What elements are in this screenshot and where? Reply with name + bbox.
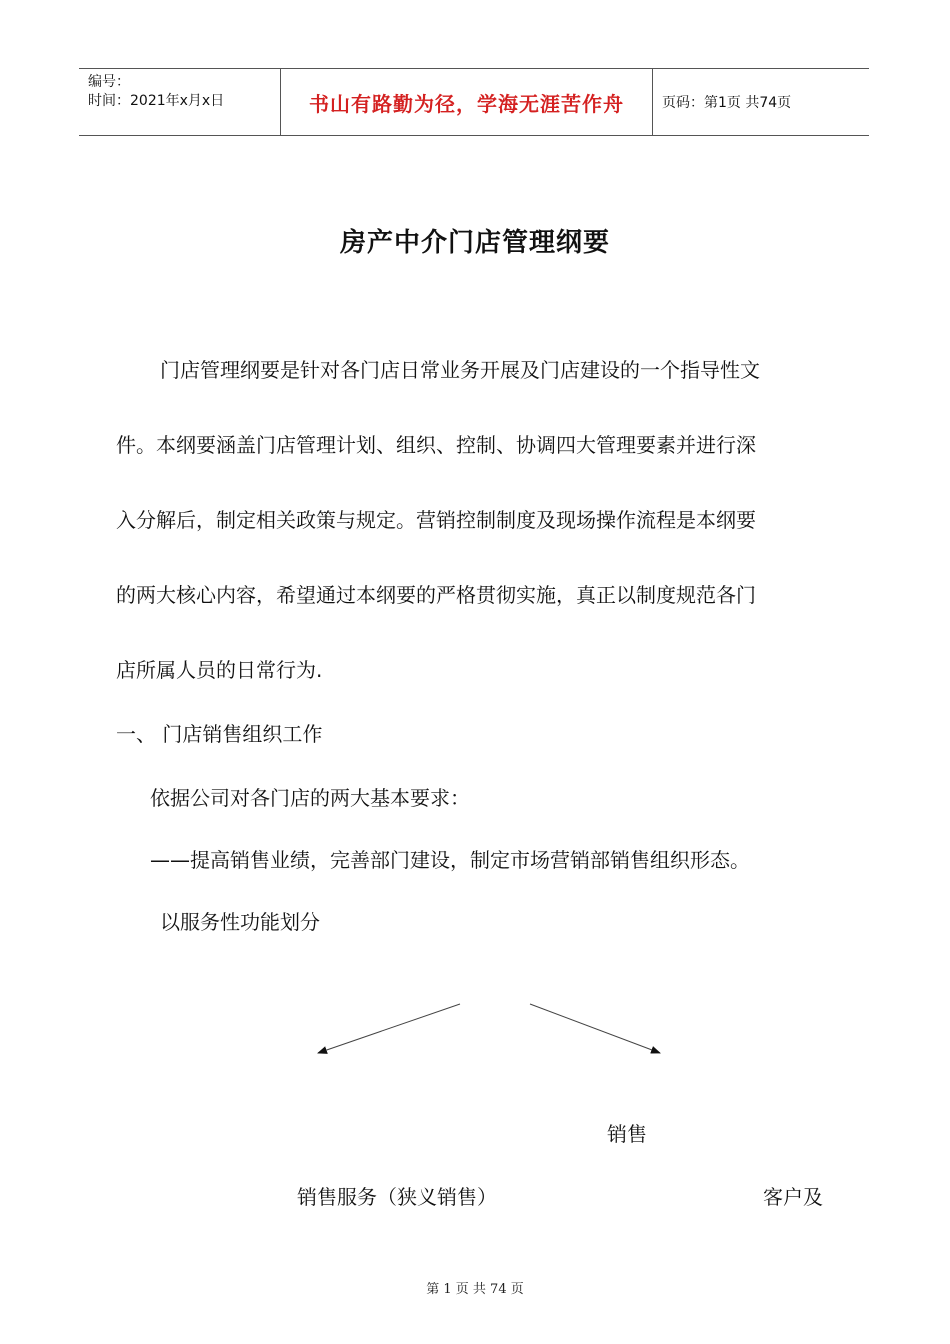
division-line: 以服务性功能划分 [160,910,320,934]
basis-line: 依据公司对各门店的两大基本要求： [150,786,470,810]
page-footer: 第 1 页 共 74 页 [426,1282,524,1297]
intro-line: 门店管理纲要是针对各门店日常业务开展及门店建设的一个指导性文 [160,358,760,382]
arrow-left [318,1004,460,1053]
section-heading: 一、 门店销售组织工作 [116,722,323,746]
document-number-label: 编号： [88,74,130,90]
intro-line: 店所属人员的日常行为. [116,658,323,682]
intro-line: 入分解后，制定相关政策与规定。营销控制制度及现场操作流程是本纲要 [116,508,756,532]
diagram-center-label: 销售 [607,1122,647,1146]
document-title: 房产中介门店管理纲要 [339,228,610,258]
header-page-info: 页码：第1页 共74页 [662,95,792,111]
diagram-right-label: 客户及 [763,1185,823,1209]
header-motto: 书山有路勤为径，学海无涯苦作舟 [309,91,624,116]
intro-line: 的两大核心内容，希望通过本纲要的严格贯彻实施，真正以制度规范各门 [116,583,756,607]
requirement-line: ——提高销售业绩，完善部门建设，制定市场营销部销售组织形态。 [150,848,750,872]
diagram-left-label: 销售服务（狭义销售） [297,1185,497,1209]
arrow-right [530,1004,660,1053]
intro-line: 件。本纲要涵盖门店管理计划、组织、控制、协调四大管理要素并进行深 [116,433,756,457]
document-date-label: 时间：2021年x月x日 [88,93,225,109]
